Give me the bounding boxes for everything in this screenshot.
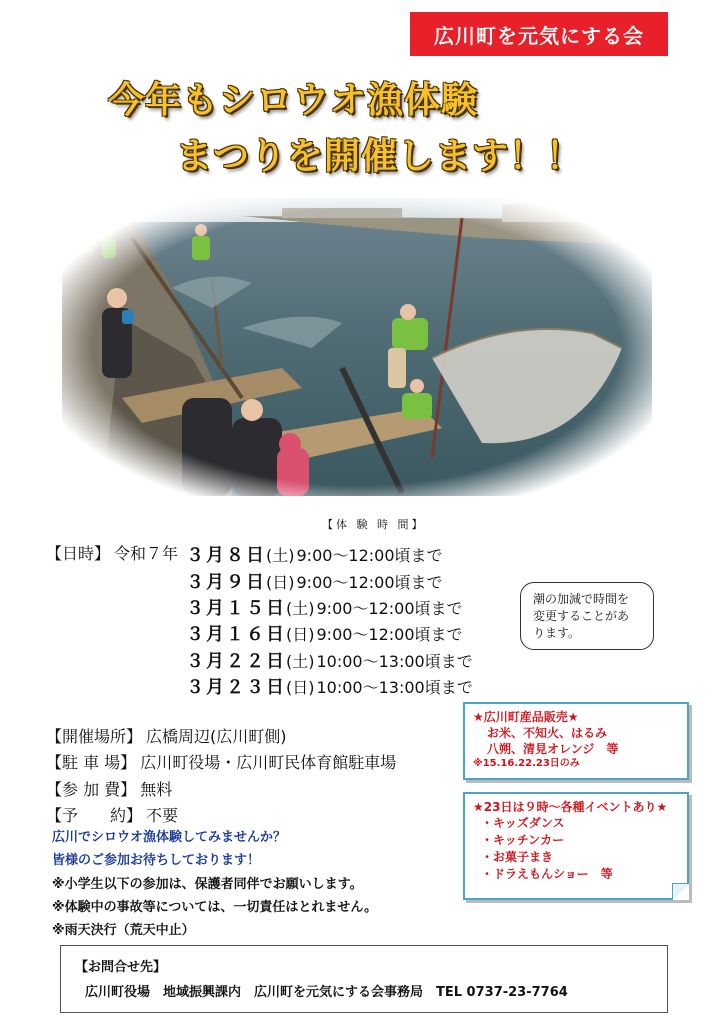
schedule-date: ３月８日 (186, 545, 266, 566)
products-note: ※15.16.22.23日のみ (473, 758, 580, 769)
events-item: ・ドラえもんショー 等 (481, 867, 613, 881)
schedule-time: 10:00～13:00頃まで (316, 652, 473, 671)
contact-body: 広川町役場 地域振興課内 広川町を元気にする会事務局 TEL 0737-23-7764 (85, 985, 568, 1000)
events-item: ・キッズダンス (481, 816, 565, 830)
contact-title: 【お問合せ先】 (75, 960, 167, 975)
schedule-date: ３月９日 (186, 572, 266, 593)
venue-value: 広橋周辺(広川町側) (146, 727, 287, 746)
events-item: ・お菓子まき (481, 850, 554, 864)
schedule-time: 9:00～12:00頃まで (296, 573, 443, 592)
schedule-weekday: (土) (266, 546, 295, 565)
contact-box (60, 945, 668, 1013)
products-title: ★広川町産品販売★ (473, 710, 579, 724)
schedule-time: 9:00～12:00頃まで (296, 546, 443, 565)
schedule-time: 9:00～12:00頃まで (316, 625, 463, 644)
schedule-row (186, 620, 463, 646)
schedule-weekday: (日) (286, 678, 315, 697)
tide-note (520, 582, 654, 650)
reservation-row (46, 803, 178, 826)
venue-label: 【開催場所】 (46, 727, 143, 746)
fee-value: 無料 (140, 780, 173, 799)
schedule-weekday: (日) (266, 573, 295, 592)
parking-value: 広川町役場・広川町民体育館駐車場 (140, 753, 397, 772)
schedule-weekday: (土) (286, 652, 315, 671)
invite-line2: 皆様のご参加お待ちしております！ (52, 853, 261, 868)
reservation-label: 【予 約】 (46, 806, 143, 825)
events-title: ★23日は９時～各種イベントあり★ (473, 800, 668, 814)
schedule-date: ３月２３日 (186, 677, 286, 698)
schedule-caption: 【体 験 時 間】 (322, 518, 426, 531)
schedule-row (186, 673, 473, 699)
schedule-date: ３月１５日 (186, 598, 286, 619)
schedule-row (186, 568, 443, 594)
products-box (463, 702, 689, 780)
headline-line2: まつりを開催します！！ (176, 136, 584, 177)
schedule-date: ３月２２日 (186, 651, 286, 672)
schedule-row (186, 541, 443, 567)
schedule-time: 10:00～13:00頃まで (316, 678, 473, 697)
fee-label: 【参 加 費】 (46, 780, 137, 799)
events-item: ・キッチンカー (481, 833, 565, 847)
schedule-label: 【日時】 (46, 544, 111, 563)
events-box (463, 792, 689, 900)
fee-row (46, 777, 172, 800)
schedule-date: ３月１６日 (186, 624, 286, 645)
headline-line1: 今年もシロウオ漁体験 (108, 80, 479, 121)
schedule-weekday: (日) (286, 625, 315, 644)
tide-note-line: 潮の加減で時間を (533, 592, 630, 606)
parking-label: 【駐 車 場】 (46, 753, 137, 772)
venue-row (46, 724, 287, 747)
organization-badge: 広川町を元気にする会 (410, 12, 668, 56)
parking-row (46, 750, 396, 773)
products-line: お米、不知火、はるみ (487, 726, 608, 740)
schedule-time: 9:00～12:00頃まで (316, 599, 463, 618)
note-line1: ※小学生以下の参加は、保護者同伴でお願いします。 (52, 877, 363, 892)
note-line2: ※体験中の事故等については、一切責任はとれません。 (52, 900, 378, 915)
schedule-era: 令和７年 (114, 544, 179, 563)
reservation-value: 不要 (146, 806, 179, 825)
schedule-weekday: (土) (286, 599, 315, 618)
tide-note-line: 変更することがあ (533, 609, 630, 623)
page-fold-icon (672, 883, 689, 900)
invite-line1: 広川でシロウオ漁体験してみませんか？ (52, 830, 287, 845)
note-line3: ※雨天決行（荒天中止） (52, 923, 195, 938)
fishing-scene-photo (62, 198, 652, 496)
tide-note-line: ります。 (533, 626, 581, 640)
schedule-row (186, 647, 473, 673)
products-line: 八朔、清見オレンジ 等 (487, 742, 619, 756)
schedule-row (186, 594, 463, 620)
